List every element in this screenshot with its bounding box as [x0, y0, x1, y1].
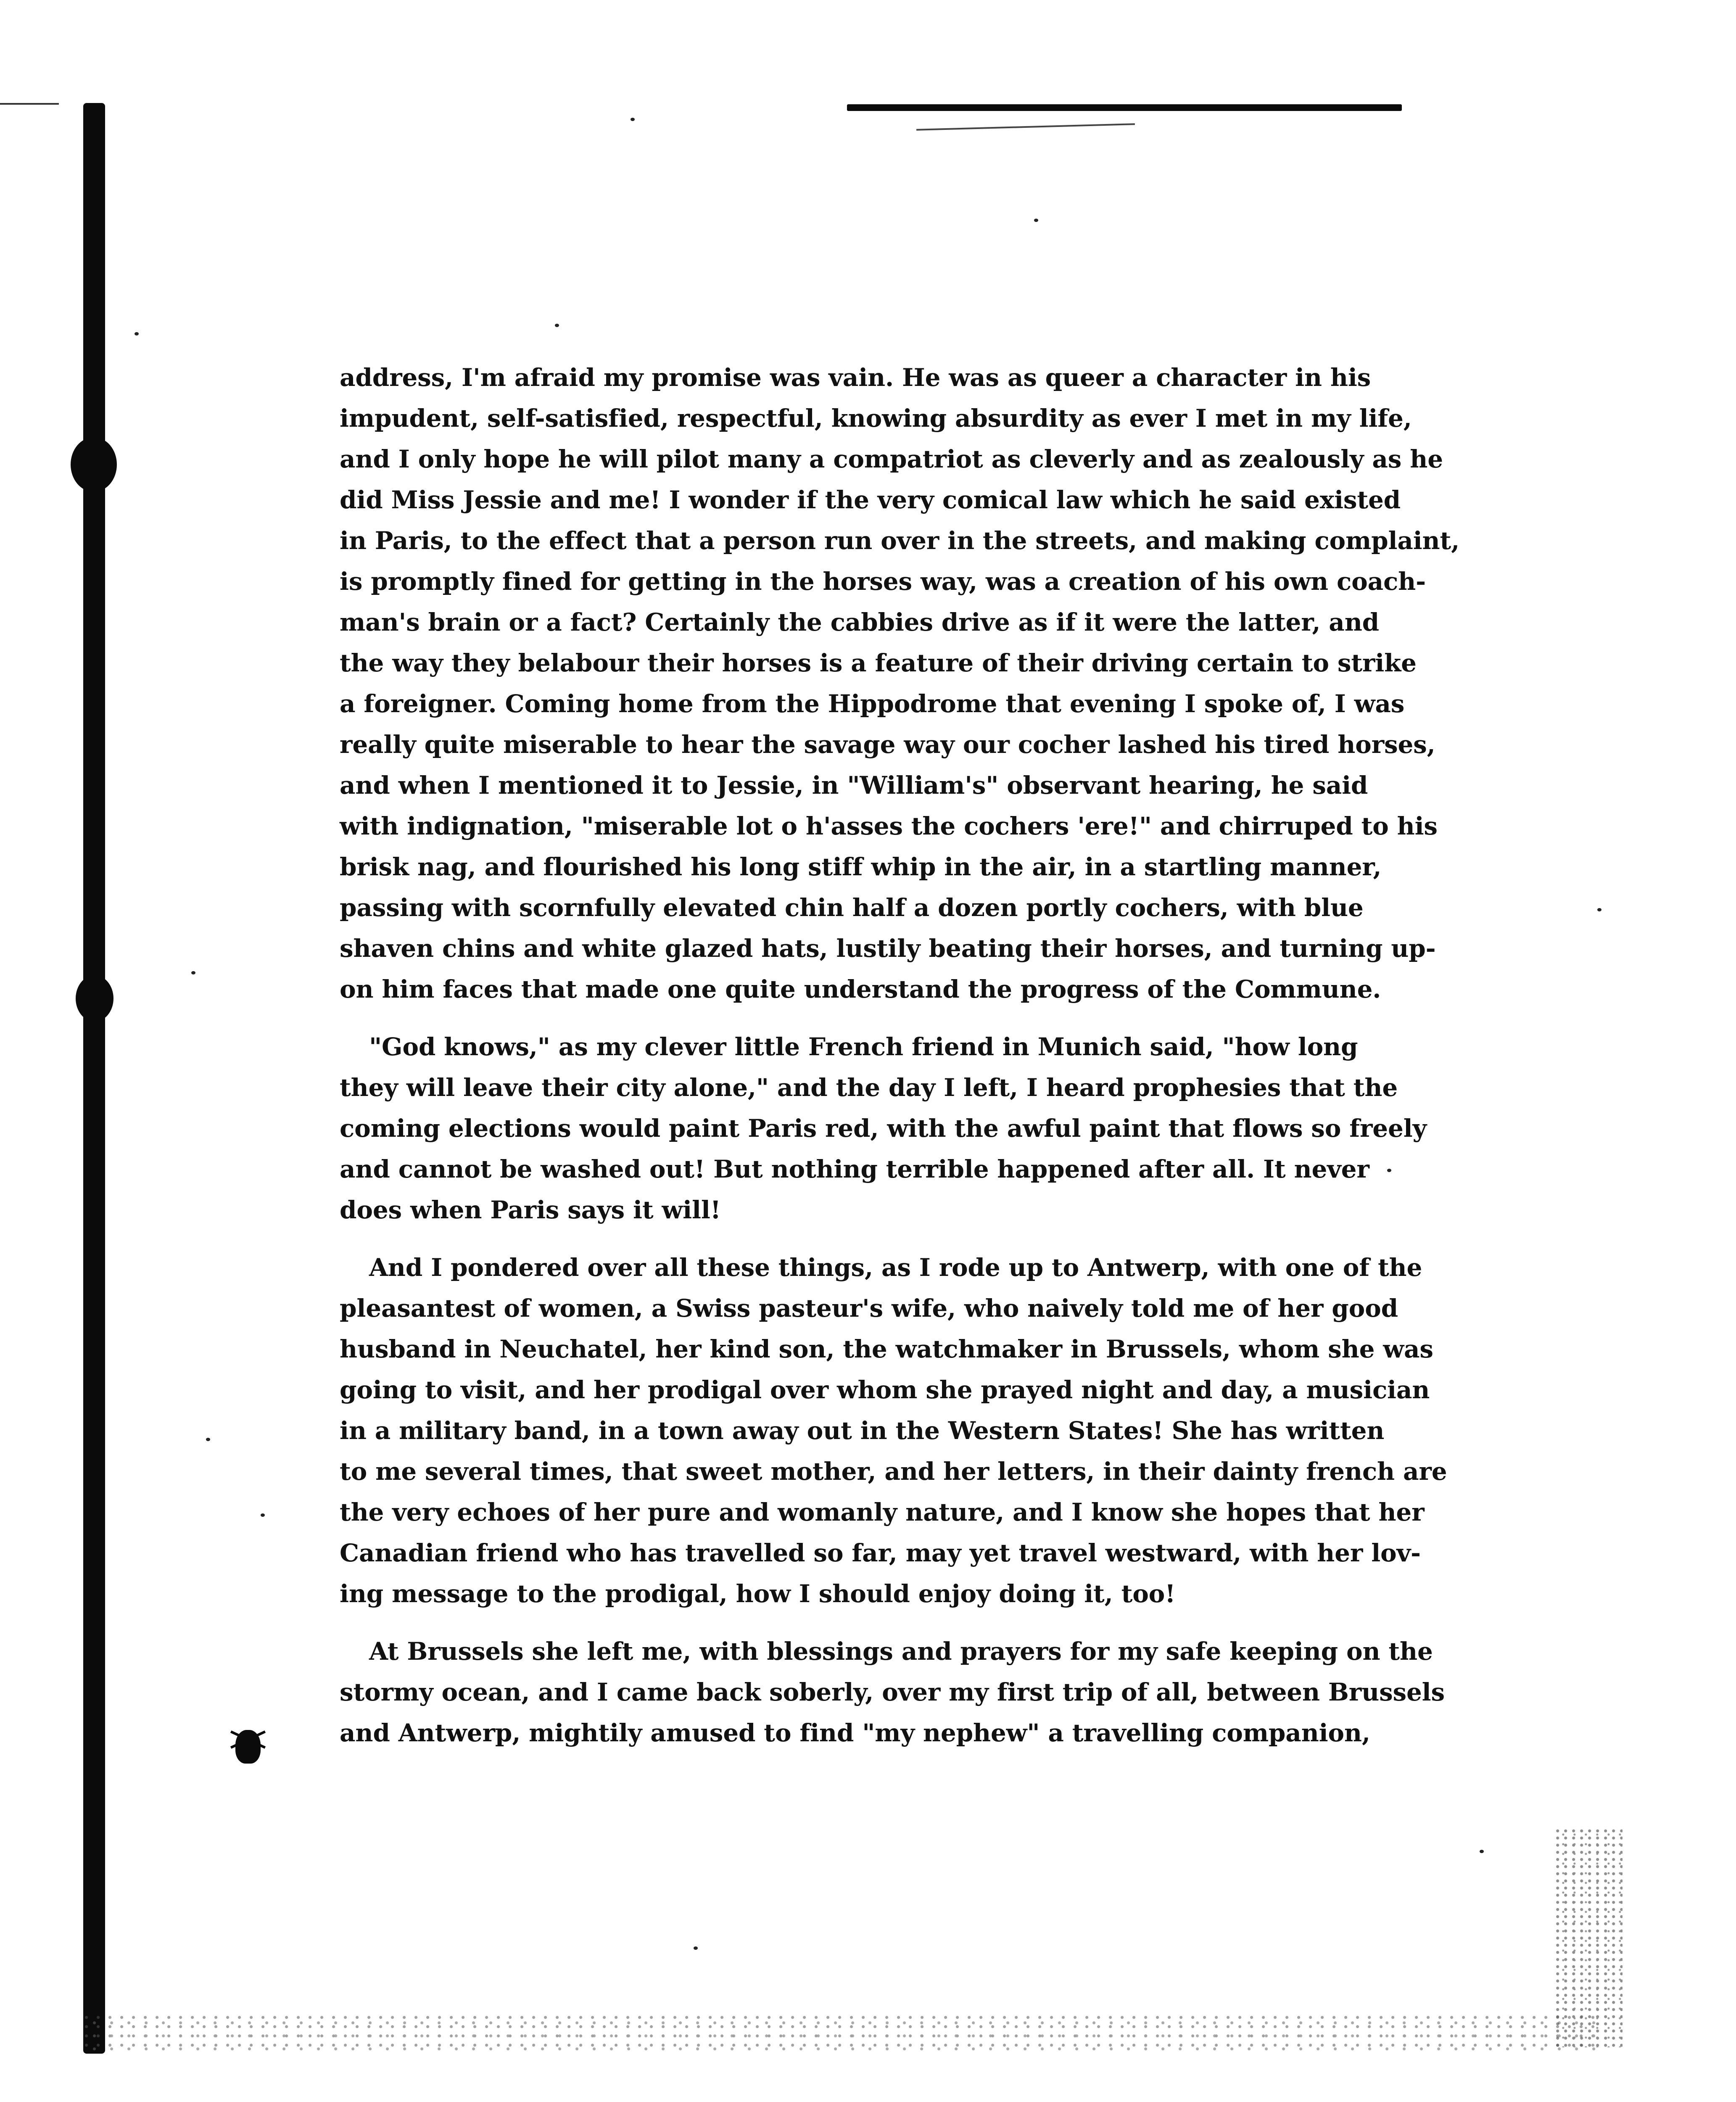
text-line: and when I mentioned it to Jessie, in "William's" observant hearing, he said	[340, 771, 1368, 800]
scan-speck	[1480, 1850, 1484, 1853]
top-rule-thin-line	[916, 123, 1135, 131]
text-line: the way they belabour their horses is a feature of their driving certain to strike	[340, 649, 1417, 677]
scan-edge-mark	[0, 103, 59, 105]
text-line: address, I'm afraid my promise was vain. He was as queer a character in his	[340, 363, 1371, 392]
scan-speck	[555, 324, 559, 327]
text-line: going to visit, and her prodigal over whom she prayed night and day, a musician	[340, 1376, 1430, 1404]
text-line: coming elections would paint Paris red, with the awful paint that flows so freely	[340, 1114, 1427, 1143]
text-line: in Paris, to the effect that a person run over in the streets, and making complaint,	[340, 526, 1460, 555]
text-line: and cannot be washed out! But nothing terrible happened after all. It never	[340, 1155, 1369, 1183]
binding-blot	[76, 975, 113, 1022]
top-rule-line	[847, 104, 1402, 111]
paragraph	[340, 1027, 1427, 1231]
text-line: "God knows," as my clever little French friend in Munich said, "how long	[369, 1033, 1358, 1061]
binding-shadow-bar	[83, 103, 105, 2054]
text-line: husband in Neuchatel, her kind son, the watchmaker in Brussels, whom she was	[340, 1335, 1433, 1363]
text-line: pleasantest of women, a Swiss pasteur's wife, who naively told me of her good	[340, 1294, 1398, 1323]
scan-speck	[191, 971, 195, 974]
text-line: with indignation, "miserable lot o h'asses the cochers 'ere!" and chirruped to his	[340, 812, 1438, 840]
text-line: is promptly fined for getting in the horses way, was a creation of his own coach-	[340, 567, 1426, 596]
text-line: and Antwerp, mightily amused to find "my nephew" a travelling companion,	[340, 1719, 1370, 1747]
scan-speck	[206, 1438, 210, 1441]
right-scan-noise	[1555, 1829, 1623, 2047]
scan-speck	[694, 1946, 698, 1950]
bottom-scan-noise	[84, 2014, 1597, 2052]
text-line: really quite miserable to hear the savage way our cocher lashed his tired horses,	[340, 730, 1435, 759]
text-line: ing message to the prodigal, how I should enjoy doing it, too!	[340, 1579, 1176, 1608]
scan-speck	[1597, 908, 1601, 911]
paragraph	[340, 1631, 1445, 1753]
binding-blot	[71, 437, 117, 492]
text-line: Canadian friend who has travelled so far, may yet travel westward, with her lov-	[340, 1539, 1421, 1567]
text-line: did Miss Jessie and me! I wonder if the very comical law which he said existed	[340, 486, 1401, 514]
ink-blot-mark	[235, 1730, 261, 1764]
scan-speck	[1034, 219, 1038, 222]
text-line: a foreigner. Coming home from the Hippodrome that evening I spoke of, I was	[340, 689, 1405, 718]
text-line: they will leave their city alone," and the day I left, I heard prophesies that the	[340, 1073, 1398, 1102]
text-line: At Brussels she left me, with blessings and prayers for my safe keeping on the	[369, 1637, 1433, 1666]
scan-speck	[1387, 1169, 1391, 1172]
text-line: to me several times, that sweet mother, and her letters, in their dainty french are	[340, 1457, 1447, 1486]
scan-speck	[261, 1513, 265, 1517]
paragraph	[340, 1247, 1447, 1614]
scan-speck	[135, 332, 139, 335]
text-line: passing with scornfully elevated chin half a dozen portly cochers, with blue	[340, 893, 1364, 922]
text-line: impudent, self-satisfied, respectful, knowing absurdity as ever I met in my life,	[340, 404, 1412, 433]
body-text	[340, 357, 1460, 1753]
text-line: shaven chins and white glazed hats, lustily beating their horses, and turning up-	[340, 934, 1436, 963]
paragraph	[340, 357, 1460, 1010]
text-line: brisk nag, and flourished his long stiff whip in the air, in a startling manner,	[340, 853, 1382, 881]
text-line: does when Paris says it will!	[340, 1196, 721, 1224]
text-line: man's brain or a fact? Certainly the cabbies drive as if it were the latter, and	[340, 608, 1380, 636]
text-line: and I only hope he will pilot many a compatriot as cleverly and as zealously as he	[340, 445, 1443, 473]
text-line: the very echoes of her pure and womanly nature, and I know she hopes that her	[340, 1498, 1425, 1526]
text-line: stormy ocean, and I came back soberly, over my first trip of all, between Brussels	[340, 1678, 1445, 1706]
scan-speck	[631, 118, 635, 121]
text-line: on him faces that made one quite understand the progress of the Commune.	[340, 975, 1381, 1003]
text-line: And I pondered over all these things, as I rode up to Antwerp, with one of the	[369, 1253, 1422, 1282]
text-line: in a military band, in a town away out in the Western States! She has written	[340, 1416, 1385, 1445]
